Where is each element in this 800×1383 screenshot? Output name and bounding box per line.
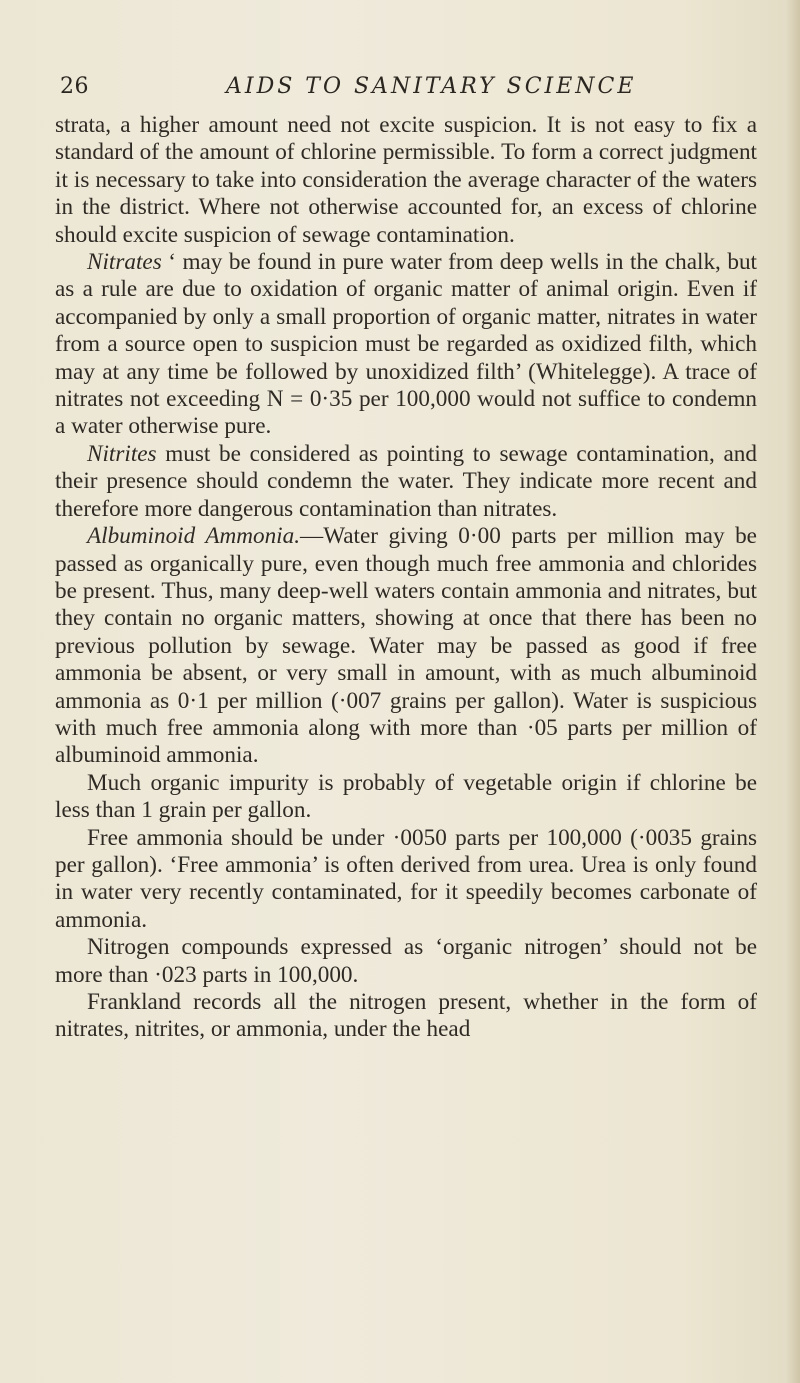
paragraph-text: strata, a higher amount need not excite suspicion. It is not easy to fix a standard of the amount of chlorine permissible. To form a correct judgment it is necessary to take into consideration the average character of the waters in the district. Where not otherwise accounted for, an excess of chlorine should excite suspicion of sewage contamination. bbox=[55, 112, 757, 248]
paragraph-nitrates bbox=[55, 249, 757, 441]
paragraph-free-ammonia bbox=[55, 825, 757, 935]
paragraph-chlorine bbox=[55, 112, 757, 249]
paragraph-organic-nitrogen bbox=[55, 934, 757, 989]
paragraph-text: ‘ may be found in pure water from deep wells in the chalk, but as a rule are due to oxidation of organic matter of animal origin. Even if accompanied by only a small proportion of organic matter, nitrates in water from a source open to suspicion must be regarded as oxidized filth, which may at any time be followed by unoxidized filth’ (Whitelegge). A trace of nitrates not exceeding N = 0·35 per 100,000 would not suffice to condemn a water otherwise pure. bbox=[55, 249, 757, 440]
paragraph-lead-nitrates: Nitrates bbox=[87, 249, 162, 276]
paragraph-albuminoid-ammonia bbox=[55, 523, 757, 770]
paragraph-text: Nitrogen compounds expressed as ‘organic nitrogen’ should not be more than ·023 parts in 100,000. bbox=[55, 934, 757, 988]
body-text bbox=[55, 112, 757, 1044]
paragraph-nitrites bbox=[55, 441, 757, 523]
page-number: 26 bbox=[60, 74, 89, 99]
paragraph-text: Much organic impurity is probably of vegetable origin if chlorine be less than 1 grain per gallon. bbox=[55, 769, 757, 824]
paragraph-text: —Water giving 0·00 parts per million may be passed as organically pure, even though much free ammonia and chlorides be present. Thus, many deep-well waters contain ammonia and nitrates, but they contain no organic matters, showing at once that there has been no previous pollution by sewage. Water may be passed as good if free ammonia be absent, or very small in amount, with as much albuminoid ammonia as 0·1 per million (·007 grains per gallon). Water is suspicious with much free ammonia along with more than ·05 parts per million of albuminoid ammonia. bbox=[55, 523, 757, 769]
page-header bbox=[60, 74, 750, 110]
paragraph-lead-nitrites: Nitrites bbox=[87, 440, 157, 467]
paragraph-text: Free ammonia should be under ·0050 parts per 100,000 (·0035 grains per gallon). ‘Free ammonia’ is often derived from urea. Urea is only found in water very recently contaminated, for it speedily becomes carbonate of ammonia. bbox=[55, 824, 757, 933]
running-head: AIDS TO SANITARY SCIENCE bbox=[226, 74, 637, 99]
page-edge-shadow bbox=[786, 0, 800, 1383]
paragraph-text: Frankland records all the nitrogen present, whether in the form of nitrates, nitrites, or ammonia, under the head bbox=[55, 989, 757, 1043]
paragraph-text: must be considered as pointing to sewage contamination, and their presence should condemn the water. They indicate more recent and therefore more dangerous contamination than nitrates. bbox=[55, 440, 757, 522]
paragraph-frankland bbox=[55, 989, 757, 1044]
paragraph-lead-albuminoid: Albuminoid Ammonia. bbox=[87, 523, 300, 550]
paragraph-vegetable-origin bbox=[55, 770, 757, 825]
